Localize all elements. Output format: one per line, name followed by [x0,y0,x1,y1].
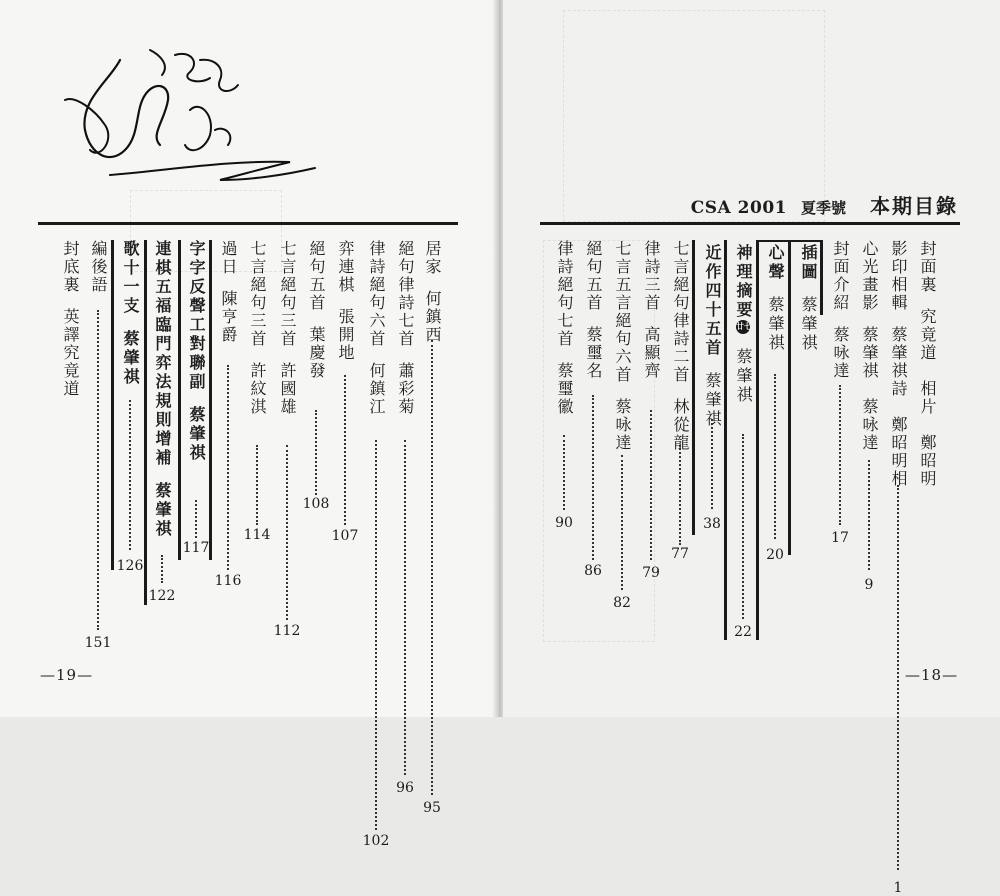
entry-page-number: 38 [703,516,721,532]
leader-dots [375,440,377,830]
entry-title: 心光畫影 [860,240,879,312]
entry-title: 七言絕句三首 [248,240,267,348]
leader-dots [315,410,317,495]
page-folio: —18— [905,666,959,684]
leader-dots [286,445,288,620]
leader-dots [679,445,681,545]
leader-dots [868,460,870,570]
entry-title: 七言五言絕句六首 [613,240,632,384]
leader-dots [344,375,346,525]
entry-author: 葉慶發 [307,326,326,380]
entry-author: 蔡肇祺 [734,348,753,405]
entry-page-number: 20 [766,547,784,563]
toc-header [691,190,958,219]
leader-dots [563,435,565,510]
entry-title: 歌十一支 [121,240,140,316]
page-title: 本期目錄 [870,194,958,218]
entry-title: 封面介紹 [831,240,850,312]
entry-page-number: 108 [302,496,330,512]
section-bar [820,240,823,315]
entry-author: 蔡肇祺 [121,330,140,387]
entry-title: 封底裏 [61,240,80,294]
section-bar [144,240,147,605]
entry-title: 封面裏 [918,240,937,294]
entry-page-number: 9 [864,577,874,593]
entry-page-number: 77 [671,546,689,562]
leader-dots [431,340,433,795]
entry-author: 蔡璽徽 [555,362,574,416]
leader-dots [897,485,899,870]
entry-title: 弈連棋 [336,240,355,294]
entry-title: 律詩三首 [642,240,661,312]
entry-author: 蔡肇祺 蔡咏達 [860,326,879,452]
leader-dots [711,419,713,509]
entry-page-number: 112 [273,623,301,639]
section-bar [692,240,695,535]
entry-title: 七言絕句三首 [278,240,297,348]
section-bar [209,240,212,560]
magazine-name: CSA 2001 [690,198,787,218]
entry-page-number: 1 [893,880,903,896]
entry-title: 居家 [423,240,442,276]
page-folio: —19— [40,666,94,684]
entry-title: 七言絕句律詩二首 [671,240,690,384]
entry-author: 蔡咏達 [831,326,850,380]
entry-title: 律詩絕句七首 [555,240,574,348]
section-bar [111,240,114,570]
left-page [0,0,497,849]
entry-author: 蕭彩菊 [396,362,415,416]
header-rule [38,222,458,225]
leader-dots [161,555,163,583]
entry-title: 過日 [219,240,238,276]
leader-dots [621,455,623,590]
entry-title: 編後語 [89,240,108,294]
entry-page-number: 126 [116,558,144,574]
leader-dots [195,500,197,538]
entry-author: 蔡咏達 [613,398,632,452]
leader-dots [227,365,229,570]
entry-page-number: 96 [396,780,414,796]
section-bar [756,240,759,640]
leader-dots [256,445,258,525]
entry-author: 何鎮江 [367,362,386,416]
entry-author: 蔡肇祺 [799,296,818,353]
entry-author: 高顯齊 [642,326,661,380]
entry-page-number: 90 [555,515,573,531]
entry-page-number: 95 [423,800,441,816]
signature-image [50,40,350,210]
entry-author: 英譯究竟道 [61,308,80,398]
entry-title: 絕句五首 [307,240,326,312]
entry-page-number: 117 [182,540,210,556]
entry-page-number: 151 [84,635,112,651]
leader-dots [404,440,406,775]
entry-title: 律詩絕句六首 [367,240,386,348]
leader-dots [839,385,841,525]
entry-page-number: 114 [243,527,271,543]
entry-title: 絕句律詩七首 [396,240,415,348]
section-bar [756,240,790,242]
entry-author: 蔡肇祺 [766,296,785,353]
entry-page-number: 86 [584,563,602,579]
header-rule [540,222,960,225]
entry-title: 絕句五首 [584,240,603,312]
entry-page-number: 82 [613,595,631,611]
leader-dots [129,400,131,550]
entry-author: 陳亨爵 [219,290,238,344]
entry-title: 連棋五福臨門弈法規則增補 [153,240,172,468]
entry-author: 張開地 [336,308,355,362]
entry-page-number: 116 [214,573,242,589]
entry-author: 蔡璽名 [584,326,603,380]
leader-dots [650,410,652,560]
leader-dots [97,310,99,630]
section-bar [788,240,791,555]
entry-title: 插圖 [799,244,818,282]
section-bar [724,240,727,640]
entry-page-number: 22 [734,624,752,640]
entry-author: 許國雄 [278,362,297,416]
entry-author: 究竟道 相片 鄭昭明 [918,308,937,488]
section-bar [790,240,822,242]
entry-author: 蔡肇祺 [703,372,722,429]
entry-author: 許紋淇 [248,362,267,416]
entry-title: 影印相輯 [889,240,908,312]
leader-dots [742,434,744,619]
leader-dots [592,395,594,560]
entry-page-number: 107 [331,528,359,544]
entry-author: 林從龍 [671,398,690,452]
entry-page-number: 122 [148,588,176,604]
issue-season: 夏季號 [800,199,846,217]
entry-title: 近作四十五首 [703,244,722,358]
entry-title: 心聲 [766,244,785,282]
entry-title: 字字反聲工對聯副 [187,240,206,392]
entry-author: 蔡肇祺詩 鄭昭明相 [889,326,908,488]
entry-page-number: 17 [831,530,849,546]
entry-author: 蔡肇祺 [187,406,206,463]
issue-number-badge: 廿七 [736,320,750,334]
section-bar [178,240,181,560]
entry-title: 神理摘要 [734,244,753,320]
leader-dots [774,374,776,539]
entry-author: 何鎮西 [423,290,442,344]
entry-page-number: 79 [642,565,660,581]
entry-page-number: 102 [362,833,390,849]
entry-author: 蔡肇祺 [153,482,172,539]
